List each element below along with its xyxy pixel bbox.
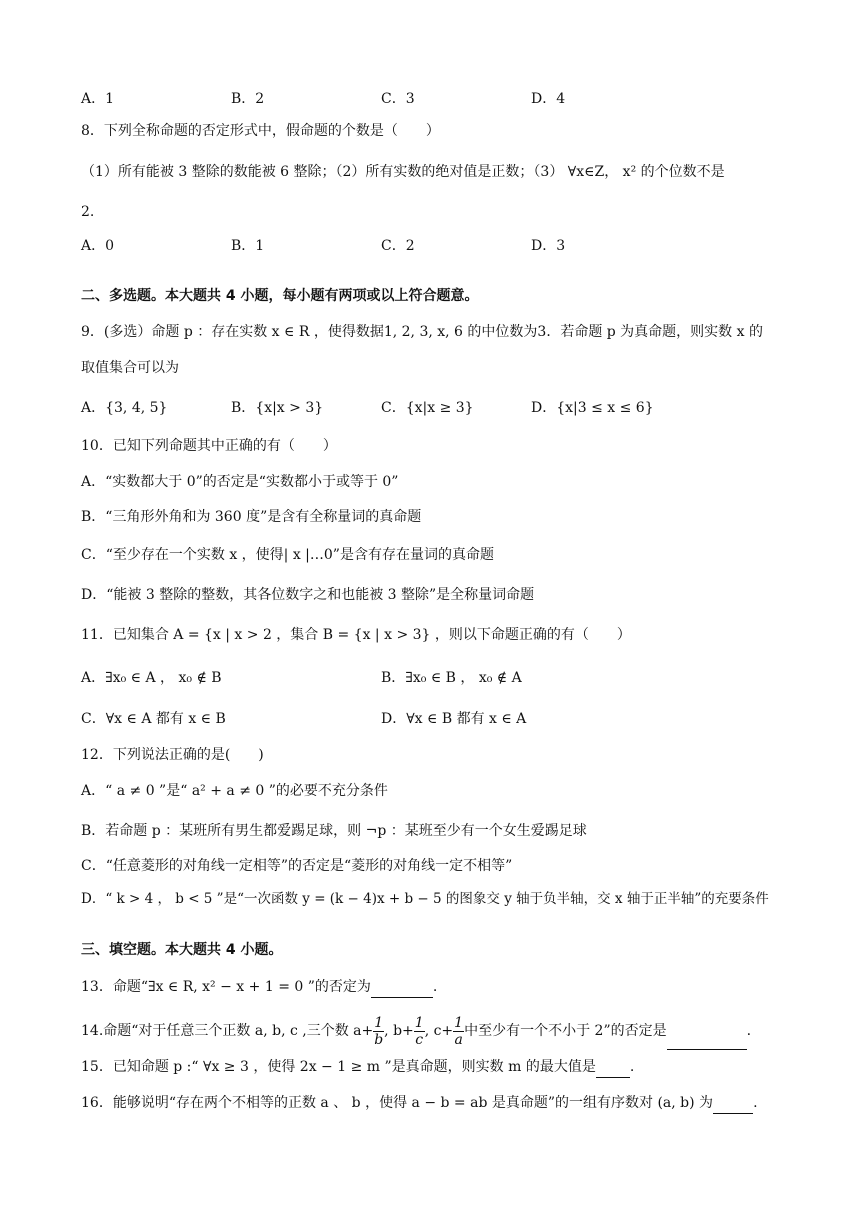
q11-option-c: C．∀x ∈ A 都有 x ∈ B	[81, 711, 226, 727]
q12-option-c: C．“任意菱形的对角线一定相等”的否定是“菱形的对角线一定不相等”	[81, 858, 513, 874]
q12-option-a: A．“ a ≠ 0 ”是“ a² + a ≠ 0 ”的必要不充分条件	[81, 783, 388, 799]
q8-option-a: A．0	[81, 238, 115, 254]
q14-f2-num: 1	[414, 1014, 424, 1031]
q14-post: 中至少有一个不小于 2”的否定是	[464, 1023, 667, 1039]
q16-answer-blank[interactable]	[713, 1093, 753, 1114]
q14-answer-blank[interactable]	[667, 1013, 747, 1050]
q13-answer-blank[interactable]	[371, 977, 433, 998]
q11-option-d: D．∀x ∈ B 都有 x ∈ A	[381, 711, 527, 727]
q15-end: .	[629, 1059, 635, 1075]
q10-option-c: C．“至少存在一个实数 x ，使得| x |…0”是含有存在量词的真命题	[81, 547, 494, 563]
q9-stem-cont: 取值集合可以为	[81, 360, 179, 376]
q14-fraction-2	[414, 1015, 425, 1048]
q12-option-b: B．若命题 p ：某班所有男生都爱踢足球，则 ¬p ：某班至少有一个女生爱踢足球	[81, 823, 587, 839]
q7-option-c: C．3	[381, 91, 415, 107]
q16-end: .	[753, 1095, 758, 1111]
q9-option-d: D．{x|3 ≤ x ≤ 6}	[531, 400, 654, 416]
q8-statements-cont: 2.	[81, 204, 95, 220]
q8-stem: 8．下列全称命题的否定形式中，假命题的个数是（ ）	[81, 123, 440, 139]
q8-option-c: C．2	[381, 238, 415, 254]
q13-end: .	[432, 979, 438, 995]
q12-stem: 12．下列说法正确的是( )	[81, 747, 264, 763]
q14-mid2: , c+	[424, 1023, 454, 1039]
q7-option-d: D．4	[531, 91, 566, 107]
q14-fraction-1	[373, 1015, 384, 1048]
q12-option-d: D．“ k > 4 ， b < 5 ”是“一次函数 y = (k − 4)x + b − 5 的图象交 y 轴于负半轴，交 x 轴于正半轴”的充要条件	[81, 891, 769, 907]
q13	[81, 977, 437, 998]
q8-option-b: B．1	[231, 238, 265, 254]
q13-text: 13．命题“∃x ∈ R, x² − x + 1 = 0 ”的否定为	[81, 979, 371, 995]
q15	[81, 1057, 634, 1078]
q11-stem: 11．已知集合 A = {x | x > 2 ，集合 B = {x | x > 3} ，则以下命题正确的有（ ）	[81, 627, 631, 643]
q14-end: .	[746, 1023, 752, 1039]
q11-option-a: A．∃x₀ ∈ A ， x₀ ∉ B	[81, 670, 222, 686]
q9-stem: 9．(多选）命题 p ：存在实数 x ∈ R ，使得数据1, 2, 3, x, 6 的中位数为3．若命题 p 为真命题，则实数 x 的	[81, 324, 763, 340]
q8-option-d: D．3	[531, 238, 566, 254]
q16-text: 16．能够说明“存在两个不相等的正数 a 、 b ，使得 a − b = ab 是真命题”的一组有序数对 (a, b) 为	[81, 1095, 714, 1111]
q14-f3-num: 1	[454, 1014, 464, 1031]
q14-f3-den: a	[454, 1031, 463, 1048]
q14-f1-den: b	[374, 1031, 384, 1048]
q9-option-a: A．{3, 4, 5}	[81, 400, 168, 416]
q9-option-c: C．{x|x ≥ 3}	[381, 400, 474, 416]
q7-option-a: A．1	[81, 91, 115, 107]
q10-option-b: B．“三角形外角和为 360 度”是含有全称量词的真命题	[81, 509, 422, 525]
section-3-heading: 三、填空题。本大题共 4 小题。	[81, 942, 283, 958]
q10-option-a: A．“实数都大于 0”的否定是“实数都小于或等于 0”	[81, 474, 399, 490]
q10-option-d: D．“能被 3 整除的整数，其各位数字之和也能被 3 整除”是全称量词命题	[81, 587, 535, 603]
q15-answer-blank[interactable]	[596, 1057, 630, 1078]
q14-f1-num: 1	[374, 1014, 384, 1031]
section-2-heading: 二、多选题。本大题共 4 小题，每小题有两项或以上符合题意。	[81, 288, 479, 304]
q15-text: 15．已知命题 p :“ ∀x ≥ 3 ，使得 2x − 1 ≥ m ”是真命题，则实数 m 的最大值是	[81, 1059, 596, 1075]
q14-pre: 14.命题“对于任意三个正数 a, b, c ,三个数 a+	[81, 1023, 374, 1039]
q10-stem: 10．已知下列命题其中正确的有（ ）	[81, 438, 337, 454]
q7-option-b: B．2	[231, 91, 265, 107]
q11-option-b: B．∃x₀ ∈ B ， x₀ ∉ A	[381, 670, 522, 686]
q14-fraction-3	[453, 1015, 464, 1048]
q14-f2-den: c	[415, 1031, 424, 1048]
q8-statements: （1）所有能被 3 整除的数能被 6 整除；（2）所有实数的绝对值是正数；（3） ∀x∈Z， x² 的个位数不是	[81, 164, 725, 180]
q14	[81, 1013, 751, 1050]
q16	[81, 1093, 758, 1114]
q14-mid1: , b+	[384, 1023, 414, 1039]
q9-option-b: B．{x|x > 3}	[231, 400, 324, 416]
